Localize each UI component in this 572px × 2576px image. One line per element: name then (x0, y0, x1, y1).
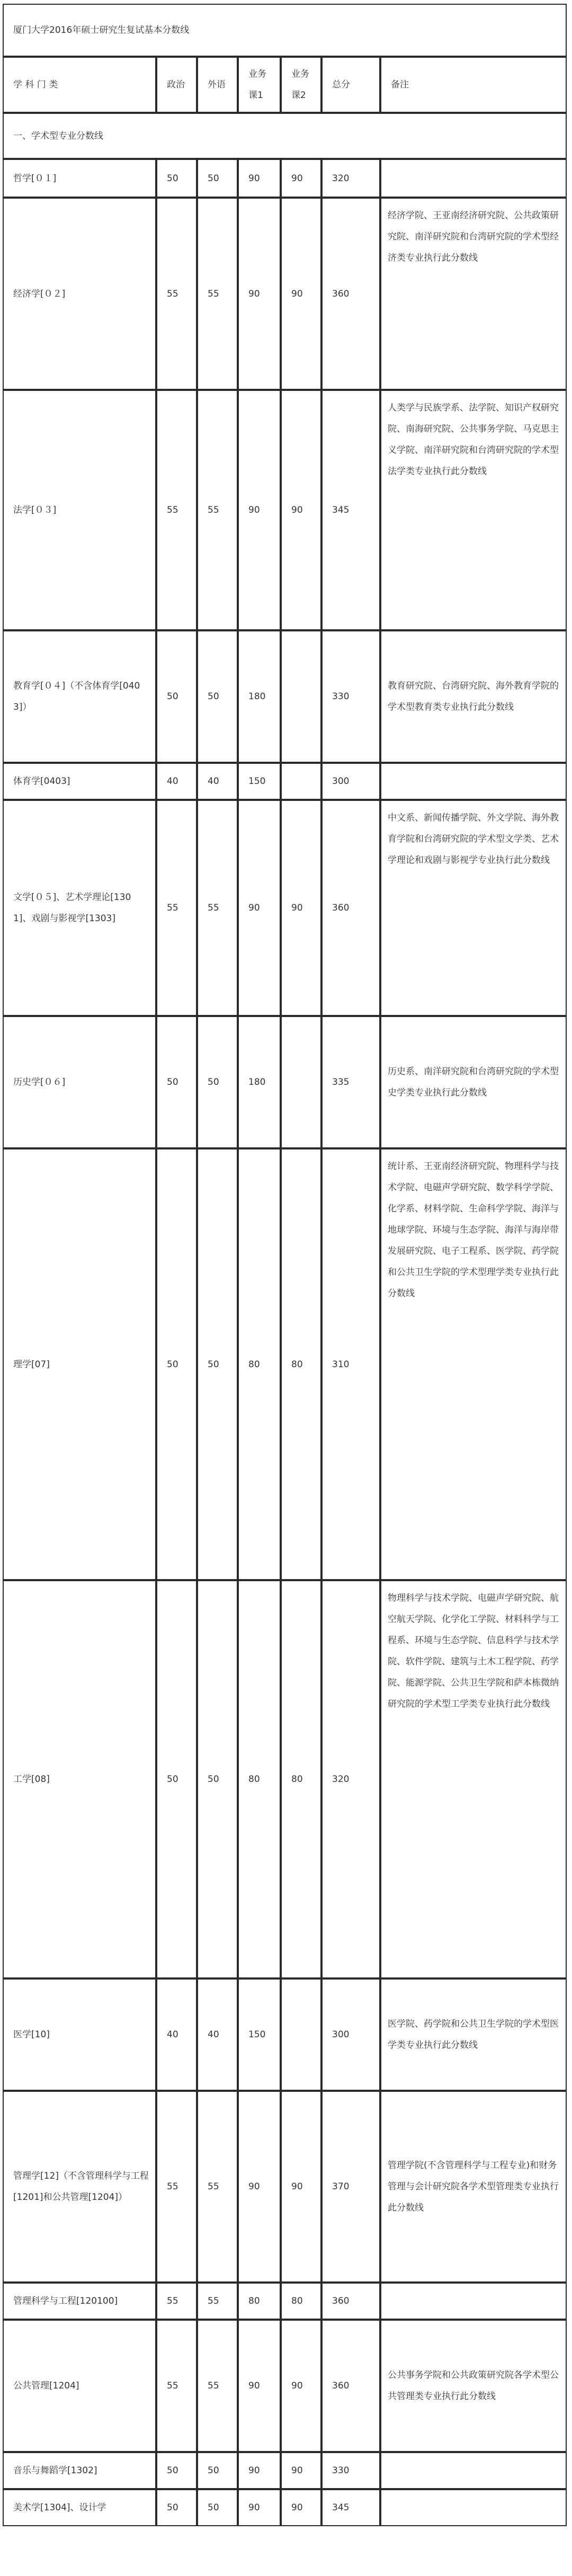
section-title: 一、学术型专业分数线 (3, 113, 567, 159)
header-subject: 学 科 门 类 (3, 57, 156, 113)
cell-course1: 90 (238, 2320, 281, 2452)
cell-subject: 体育学[0403] (3, 763, 156, 800)
cell-politics: 55 (156, 390, 197, 630)
cell-note: 教育研究院、台湾研究院、海外教育学院的学术型教育类专业执行此分数线 (380, 630, 567, 763)
cell-course1: 150 (238, 1978, 281, 2091)
cell-subject: 法学[０３] (3, 390, 156, 630)
score-table (3, 4, 567, 2526)
cell-politics: 40 (156, 763, 197, 800)
cell-course2: 90 (281, 2489, 321, 2526)
cell-course2 (281, 1978, 321, 2091)
cell-foreign-language: 55 (197, 2283, 238, 2320)
cell-subject: 哲学[０１] (3, 159, 156, 198)
cell-note: 公共事务学院和公共政策研究院各学术型公共管理类专业执行此分数线 (380, 2320, 567, 2452)
cell-foreign-language: 50 (197, 2452, 238, 2489)
cell-course1: 90 (238, 159, 281, 198)
cell-course2: 80 (281, 2283, 321, 2320)
cell-total: 300 (321, 1978, 380, 2091)
cell-course1: 80 (238, 2283, 281, 2320)
header-row (3, 57, 567, 113)
cell-total: 370 (321, 2091, 380, 2283)
table-row (3, 390, 567, 630)
cell-note (380, 2452, 567, 2489)
cell-total: 345 (321, 2489, 380, 2526)
cell-course2: 90 (281, 800, 321, 1016)
cell-total: 310 (321, 1148, 380, 1580)
cell-politics: 55 (156, 2283, 197, 2320)
cell-total: 300 (321, 763, 380, 800)
cell-note (380, 2283, 567, 2320)
header-foreign-language: 外语 (197, 57, 238, 113)
cell-foreign-language: 50 (197, 1580, 238, 1978)
cell-subject: 美术学[1304]、设计学 (3, 2489, 156, 2526)
cell-course2: 90 (281, 2452, 321, 2489)
cell-subject: 医学[10] (3, 1978, 156, 2091)
cell-course2: 80 (281, 1580, 321, 1978)
cell-note (380, 763, 567, 800)
cell-course1: 90 (238, 2091, 281, 2283)
header-course1: 业务课1 (238, 57, 281, 113)
table-row (3, 198, 567, 390)
table-row (3, 159, 567, 198)
table-row (3, 800, 567, 1016)
cell-politics: 50 (156, 2452, 197, 2489)
cell-politics: 50 (156, 1148, 197, 1580)
cell-total: 320 (321, 159, 380, 198)
table-row (3, 1016, 567, 1148)
cell-foreign-language: 40 (197, 1978, 238, 2091)
cell-course1: 90 (238, 390, 281, 630)
cell-subject: 管理学[12]（不含管理科学与工程[1201]和公共管理[1204]） (3, 2091, 156, 2283)
cell-note: 医学院、药学院和公共卫生学院的学术型医学类专业执行此分数线 (380, 1978, 567, 2091)
table-row (3, 1580, 567, 1978)
cell-foreign-language: 55 (197, 198, 238, 390)
cell-total: 360 (321, 198, 380, 390)
cell-total: 335 (321, 1016, 380, 1148)
table-row (3, 1978, 567, 2091)
table-row (3, 2091, 567, 2283)
cell-foreign-language: 50 (197, 159, 238, 198)
cell-course2: 80 (281, 1148, 321, 1580)
cell-subject: 教育学[０４]（不含体育学[0403]） (3, 630, 156, 763)
cell-course2: 90 (281, 2320, 321, 2452)
cell-total: 360 (321, 2283, 380, 2320)
cell-note: 历史系、南洋研究院和台湾研究院的学术型史学类专业执行此分数线 (380, 1016, 567, 1148)
cell-course1: 90 (238, 2489, 281, 2526)
cell-course1: 90 (238, 2452, 281, 2489)
cell-course2: 90 (281, 2091, 321, 2283)
cell-note: 经济学院、王亚南经济研究院、公共政策研究院、南洋研究院和台湾研究院的学术型经济类专业执行此分数线 (380, 198, 567, 390)
cell-subject: 理学[07] (3, 1148, 156, 1580)
cell-total: 360 (321, 800, 380, 1016)
header-note: 备注 (380, 57, 567, 113)
cell-total: 345 (321, 390, 380, 630)
cell-subject: 管理科学与工程[120100] (3, 2283, 156, 2320)
table-row (3, 630, 567, 763)
cell-politics: 55 (156, 2320, 197, 2452)
cell-course1: 90 (238, 800, 281, 1016)
cell-course1: 180 (238, 1016, 281, 1148)
cell-total: 330 (321, 2452, 380, 2489)
cell-politics: 50 (156, 630, 197, 763)
cell-subject: 音乐与舞蹈学[1302] (3, 2452, 156, 2489)
table-row (3, 1148, 567, 1580)
cell-note (380, 2489, 567, 2526)
cell-note: 管理学院(不含管理科学与工程专业)和财务管理与会计研究院各学术型管理类专业执行此分数线 (380, 2091, 567, 2283)
table-row (3, 2283, 567, 2320)
cell-politics: 40 (156, 1978, 197, 2091)
cell-note: 人类学与民族学系、法学院、知识产权研究院、南海研究院、公共事务学院、马克思主义学院、南洋研究院和台湾研究院的学术型法学类专业执行此分数线 (380, 390, 567, 630)
cell-course2: 90 (281, 390, 321, 630)
cell-foreign-language: 50 (197, 1016, 238, 1148)
cell-subject: 公共管理[1204] (3, 2320, 156, 2452)
cell-course2 (281, 1016, 321, 1148)
cell-course2: 90 (281, 159, 321, 198)
cell-foreign-language: 50 (197, 630, 238, 763)
cell-politics: 50 (156, 1580, 197, 1978)
cell-subject: 文学[０５]、艺术学理论[1301]、戏剧与影视学[1303] (3, 800, 156, 1016)
cell-politics: 50 (156, 2489, 197, 2526)
cell-note: 物理科学与技术学院、电磁声学研究院、航空航天学院、化学化工学院、材料科学与工程系、环境与生态学院、信息科学与技术学院、软件学院、建筑与土木工程学院、药学院、能源学院、公共卫生学院和萨本栋微纳研究院的学术型工学类专业执行此分数线 (380, 1580, 567, 1978)
cell-subject: 历史学[０６] (3, 1016, 156, 1148)
table-row (3, 2452, 567, 2489)
cell-course2 (281, 763, 321, 800)
cell-politics: 55 (156, 198, 197, 390)
cell-note: 统计系、王亚南经济研究院、物理科学与技术学院、电磁声学研究院、数学科学学院、化学系、材料学院、生命科学学院、海洋与地球学院、环境与生态学院、海洋与海岸带发展研究院、电子工程系、医学院、药学院和公共卫生学院的学术型理学类专业执行此分数线 (380, 1148, 567, 1580)
cell-total: 320 (321, 1580, 380, 1978)
cell-course1: 150 (238, 763, 281, 800)
cell-foreign-language: 40 (197, 763, 238, 800)
title-row (3, 4, 567, 57)
header-total: 总分 (321, 57, 380, 113)
cell-total: 360 (321, 2320, 380, 2452)
cell-total: 330 (321, 630, 380, 763)
cell-foreign-language: 55 (197, 390, 238, 630)
cell-foreign-language: 55 (197, 2320, 238, 2452)
cell-foreign-language: 55 (197, 800, 238, 1016)
cell-course1: 90 (238, 198, 281, 390)
cell-course2 (281, 630, 321, 763)
header-politics: 政治 (156, 57, 197, 113)
cell-politics: 50 (156, 159, 197, 198)
cell-course1: 80 (238, 1580, 281, 1978)
cell-subject: 工学[08] (3, 1580, 156, 1978)
cell-course2: 90 (281, 198, 321, 390)
cell-politics: 55 (156, 2091, 197, 2283)
cell-note: 中文系、新闻传播学院、外文学院、海外教育学院和台湾研究院的学术型文学类、艺术学理论和戏剧与影视学专业执行此分数线 (380, 800, 567, 1016)
cell-foreign-language: 55 (197, 2091, 238, 2283)
table-row (3, 2489, 567, 2526)
table-row (3, 2320, 567, 2452)
table-row (3, 763, 567, 800)
cell-politics: 50 (156, 1016, 197, 1148)
cell-course1: 180 (238, 630, 281, 763)
cell-note (380, 159, 567, 198)
cell-subject: 经济学[０２] (3, 198, 156, 390)
section-row (3, 113, 567, 159)
table-title: 厦门大学2016年硕士研究生复试基本分数线 (3, 4, 567, 57)
header-course2: 业务课2 (281, 57, 321, 113)
cell-course1: 80 (238, 1148, 281, 1580)
cell-politics: 55 (156, 800, 197, 1016)
cell-foreign-language: 50 (197, 1148, 238, 1580)
cell-foreign-language: 50 (197, 2489, 238, 2526)
